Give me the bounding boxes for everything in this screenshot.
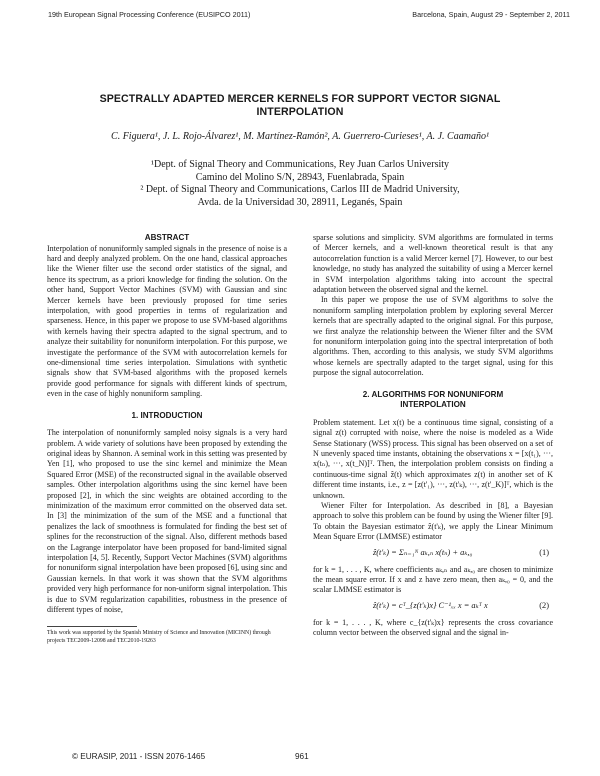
problem-statement-paragraph: Problem statement. Let x(t) be a continuous time signal, consisting of a signal z(t) corrupted with noise, where the noise is modeled as a Wide Sense Stationary (WSS) process. This signal has been observed on a set of N unevenly spaced time instants, obtaining the observations x = [x(t₁), ···, x(tₙ), ···, x(t_N)]ᵀ. Then, the interpolation problem consists on finding a continuous-time signal ẑ(t) which approximates z(t) in another set of K different time instants, i.e., z = [z(t'₁), ···, z(t'ₖ), ···, z(t'_K)]ᵀ, which is the unknown. — [313, 417, 553, 500]
page-number: 961 — [295, 752, 309, 761]
right-column — [313, 233, 553, 639]
title-line-1: SPECTRALLY ADAPTED MERCER KERNELS FOR SUPPORT VECTOR SIGNAL — [99, 93, 501, 105]
equation-1 — [313, 543, 553, 565]
abstract-text: Interpolation of nonuniformly sampled signals in the presence of noise is a hard and deeply analyzed problem. On the one hand, classical approaches like the Wiener filter use the second order statistics of the signal, and hence its spectrum, as a priori knowledge for finding the solution. On the other hand, Support Vector Machines (SVM) with Gaussian and sinc Mercer kernels have been previously proposed for time series interpolation, with good properties in terms of regularization and sparseness. Hence, in this paper we propose to use SVM-based algorithms with kernels having their spectra adapted to the signal spectrum, and to analyze their suitability for nonuniform interpolation. For this purpose, we investigate the performance of the SVM with autocorrelation kernels for one-dimensional time series interpolation. Simulations with synthetic signals show that SVM-based algorithms with the proposed kernels provide good performance for signals with different kinds of spectrum, even in the case of highly nonuniform sampling. — [47, 243, 287, 399]
paper-title — [60, 93, 540, 119]
affiliation-2-line-1: ² Dept. of Signal Theory and Communications, Carlos III de Madrid University, — [140, 184, 460, 195]
section-2-heading — [313, 390, 553, 411]
location-header: Barcelona, Spain, August 29 - September 2, 2011 — [412, 10, 570, 19]
wiener-filter-paragraph: Wiener Filter for Interpolation. As described in [8], a Bayesian approach to solve this problem can be found by using the Wiener filter [9]. To obtain the Bayesian estimator ẑ(t'ₖ), we apply the Linear Minimum Mean Square Error (LMMSE) estimator — [313, 500, 553, 542]
equation-2 — [313, 596, 553, 618]
abstract-heading: ABSTRACT — [144, 233, 190, 242]
equation-1-number: (1) — [539, 547, 549, 557]
introduction-heading: 1. INTRODUCTION — [131, 410, 203, 420]
footnote-rule — [47, 626, 137, 627]
equation-2-body: ẑ(t'ₖ) = cᵀ_{z(t'ₖ)x} C⁻¹ₓₓ x = aₖᵀ x — [373, 600, 488, 610]
introduction-text: The interpolation of nonuniformly sampled noisy signals is a very hard problem. A wide variety of solutions have been proposed by extending the original ideas by Shannon. A seminal work in this setting was presented by Yen [1], who proposed to use the sinc kernel and minimize the Mean Squared Error (MSE) of the reconstructed signal in the available observed samples. Other interpolation algorithms using the sinc kernel have been proposed [2], in which the sinc weights are obtained according to the minimization of the maximum error committed on the observed data set. In [3] the minimization of the sum of the MSE and a functional that penalizes the lack of smoothness is formulated for finding the best set of splines for the reconstruction of the signal. Also, different methods based on the Lagrange interpolator have been proposed for band-limited signal interpolation [4, 5]. Recently, Support Vector Machines (SVM) algorithms for nonuniform signal interpolation have been proposed [6], using sinc and Gaussian kernels. In that work it was shown that the SVM algorithms provided very high performance for non-uniform signal interpolation. This is due to SVM regularization capabilities, robustness in the presence of different types of noise, — [47, 428, 287, 614]
section-2-heading-line-1: 2. ALGORITHMS FOR NONUNIFORM — [362, 389, 504, 399]
covariance-paragraph: for k = 1, . . . , K, where c_{z(t'ₖ)x} represents the cross covariance column vector between the observed signal and the signal in- — [313, 617, 553, 638]
section-2-heading-line-2: INTERPOLATION — [400, 400, 466, 410]
intro-continuation-paragraph: sparse solutions and simplicity. SVM algorithms are formulated in terms of Mercer kernels, and a well-known theoretical result is that any autocorrelation function is a valid Mercer kernel [7]. However, to our best knowledge, no study has analyzed the suitability of using a Mercer kernel in SVM interpolation algorithms taking into account the spectral adaptation between the observed signal and the kernel. — [313, 233, 553, 295]
title-line-2: INTERPOLATION — [256, 106, 344, 118]
publisher-footer: © EURASIP, 2011 - ISSN 2076-1465 — [72, 752, 206, 761]
proposal-paragraph: In this paper we propose the use of SVM algorithms to solve the nonuniform sampling interpolation problem by exploring several Mercer kernels that are spectrally adapted to the original signal. For this purpose, we first analyze the relationship between the Wiener filter and the SVM for nonuniform interpolation going into the spectral interpretation of both algorithms. Then, according to this analysis, we study SVM algorithms whose kernels are spectrally adapted to the target signal, using for this purpose the signal autocorrelation. — [313, 295, 553, 378]
coefficients-paragraph: for k = 1, . . . , K, where coefficients aₖ,ₙ and aₖ,₀ are chosen to minimize the mean square error. If x and z have zero mean, then aₖ,₀ = 0, and the scalar LMMSE estimator is — [313, 564, 553, 595]
affiliation-1 — [60, 159, 540, 184]
conference-header: 19th European Signal Processing Conference (EUSIPCO 2011) — [48, 10, 251, 19]
funding-footnote: This work was supported by the Spanish Ministry of Science and Innovation (MICINN) through projects TEC2009-12098 and TEC2010-19263 — [47, 630, 271, 644]
affiliation-2 — [60, 184, 540, 209]
author-list: C. Figuera¹, J. L. Rojo-Álvarez¹, M. Martínez-Ramón², A. Guerrero-Curieses¹, A. J. Caamaño¹ — [111, 131, 489, 142]
left-column — [47, 233, 287, 645]
affiliation-2-line-2: Avda. de la Universidad 30, 28911, Leganés, Spain — [197, 196, 403, 208]
equation-1-body: ẑ(t'ₖ) = Σₙ₌₁ᴺ aₖ,ₙ x(tₙ) + aₖ,₀ — [373, 547, 473, 557]
affiliation-1-line-1: ¹Dept. of Signal Theory and Communications, Rey Juan Carlos University — [150, 159, 450, 170]
affiliation-1-line-2: Camino del Molino S/N, 28943, Fuenlabrada, Spain — [195, 171, 405, 183]
equation-2-number: (2) — [539, 600, 549, 610]
